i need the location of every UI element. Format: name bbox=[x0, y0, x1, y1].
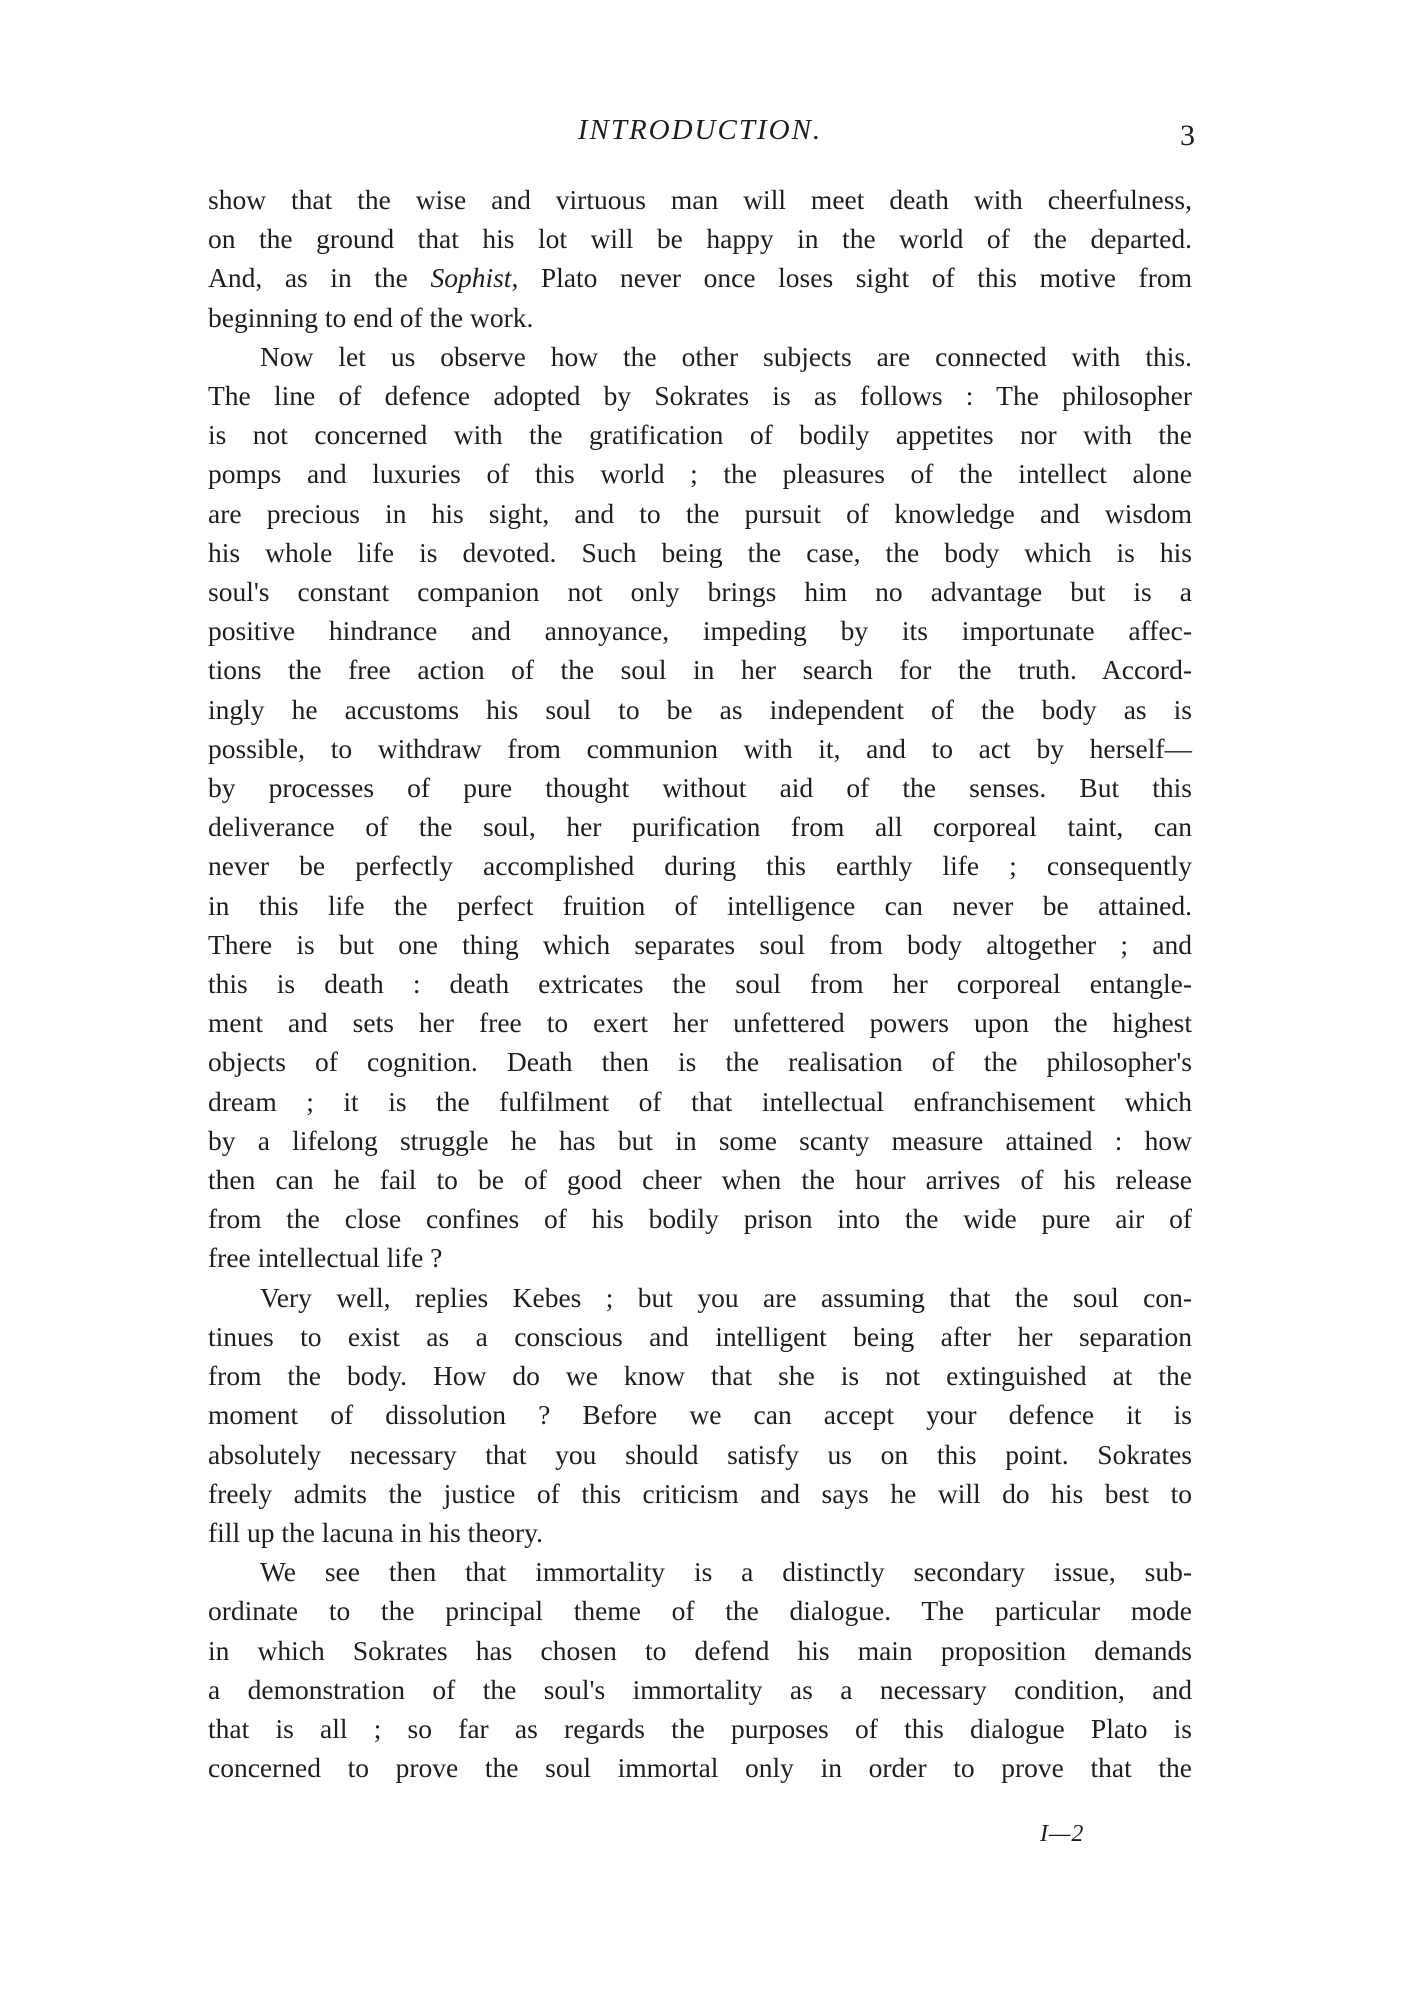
text-line: then can he fail to be of good cheer when the hour arrives of his release bbox=[208, 1164, 1192, 1196]
text-line: positive hindrance and annoyance, impeding by its importunate affec- bbox=[208, 615, 1192, 647]
text-line: objects of cognition. Death then is the realisation of the philosopher's bbox=[208, 1046, 1192, 1078]
running-title: INTRODUCTION. bbox=[577, 114, 823, 146]
text-line: that is all ; so far as regards the purposes of this dialogue Plato is bbox=[208, 1712, 1192, 1744]
text-line: by processes of pure thought without aid of the senses. But this bbox=[208, 772, 1192, 804]
text-line: ordinate to the principal theme of the dialogue. The particular mode bbox=[208, 1595, 1192, 1627]
text-line: moment of dissolution ? Before we can accept your defence it is bbox=[208, 1399, 1192, 1431]
text-line: There is but one thing which separates soul from body altogether ; and bbox=[208, 928, 1192, 960]
text-line: is not concerned with the gratification of bodily appetites nor with the bbox=[208, 419, 1192, 451]
text-line: freely admits the justice of this criticism and says he will do his best to bbox=[208, 1477, 1192, 1509]
text-line: free intellectual life ? bbox=[208, 1242, 443, 1274]
text-line: a demonstration of the soul's immortality as a necessary condition, and bbox=[208, 1673, 1192, 1705]
text-line: from the close confines of his bodily prison into the wide pure air of bbox=[208, 1203, 1192, 1235]
text-line: never be perfectly accomplished during this earthly life ; consequently bbox=[208, 850, 1192, 882]
text-line: soul's constant companion not only brings him no advantage but is a bbox=[208, 576, 1192, 608]
text-line: Very well, replies Kebes ; but you are assuming that the soul con- bbox=[260, 1281, 1192, 1313]
text-line: this is death : death extricates the soul from her corporeal entangle- bbox=[208, 968, 1192, 1000]
text-line: tinues to exist as a conscious and intelligent being after her separation bbox=[208, 1320, 1192, 1352]
text-line: ingly he accustoms his soul to be as independent of the body as is bbox=[208, 693, 1192, 725]
signature-mark: I—2 bbox=[1040, 1821, 1085, 1847]
text-line: ment and sets her free to exert her unfettered powers upon the highest bbox=[208, 1007, 1192, 1039]
text-line: from the body. How do we know that she is not extinguished at the bbox=[208, 1360, 1192, 1392]
text-line: on the ground that his lot will be happy in the world of the departed. bbox=[208, 223, 1192, 255]
text-line: We see then that immortality is a distinctly secondary issue, sub- bbox=[260, 1556, 1192, 1588]
text-line: are precious in his sight, and to the pursuit of knowledge and wisdom bbox=[208, 497, 1192, 529]
text-line: The line of defence adopted by Sokrates is as follows : The philosopher bbox=[208, 380, 1192, 412]
text-line: And, as in the Sophist, Plato never once loses sight of this motive from bbox=[208, 262, 1192, 294]
text-line: concerned to prove the soul immortal only in order to prove that the bbox=[208, 1752, 1192, 1784]
work-title-italic: Sophist bbox=[430, 262, 512, 294]
page-number: 3 bbox=[1180, 119, 1195, 152]
text-line: in this life the perfect fruition of intelligence can never be attained. bbox=[208, 889, 1192, 921]
text-line: Now let us observe how the other subjects are connected with this. bbox=[260, 340, 1192, 372]
text-line: in which Sokrates has chosen to defend his main proposition demands bbox=[208, 1634, 1192, 1666]
text-line: deliverance of the soul, her purification from all corporeal taint, can bbox=[208, 811, 1192, 843]
text-line: show that the wise and virtuous man will meet death with cheerfulness, bbox=[208, 184, 1192, 215]
text-line: possible, to withdraw from communion with it, and to act by herself— bbox=[208, 732, 1192, 764]
text-line: beginning to end of the work. bbox=[208, 301, 534, 333]
text-line: pomps and luxuries of this world ; the pleasures of the intellect alone bbox=[208, 458, 1192, 490]
text-line: dream ; it is the fulfilment of that intellectual enfranchisement which bbox=[208, 1085, 1192, 1117]
body-text bbox=[208, 180, 1192, 1787]
text-line: fill up the lacuna in his theory. bbox=[208, 1516, 544, 1548]
text-line: his whole life is devoted. Such being the case, the body which is his bbox=[208, 536, 1192, 568]
text-line: absolutely necessary that you should satisfy us on this point. Sokrates bbox=[208, 1438, 1192, 1470]
text-line: by a lifelong struggle he has but in some scanty measure attained : how bbox=[208, 1124, 1192, 1156]
text-line: tions the free action of the soul in her search for the truth. Accord- bbox=[208, 654, 1192, 686]
running-head bbox=[205, 108, 1195, 152]
